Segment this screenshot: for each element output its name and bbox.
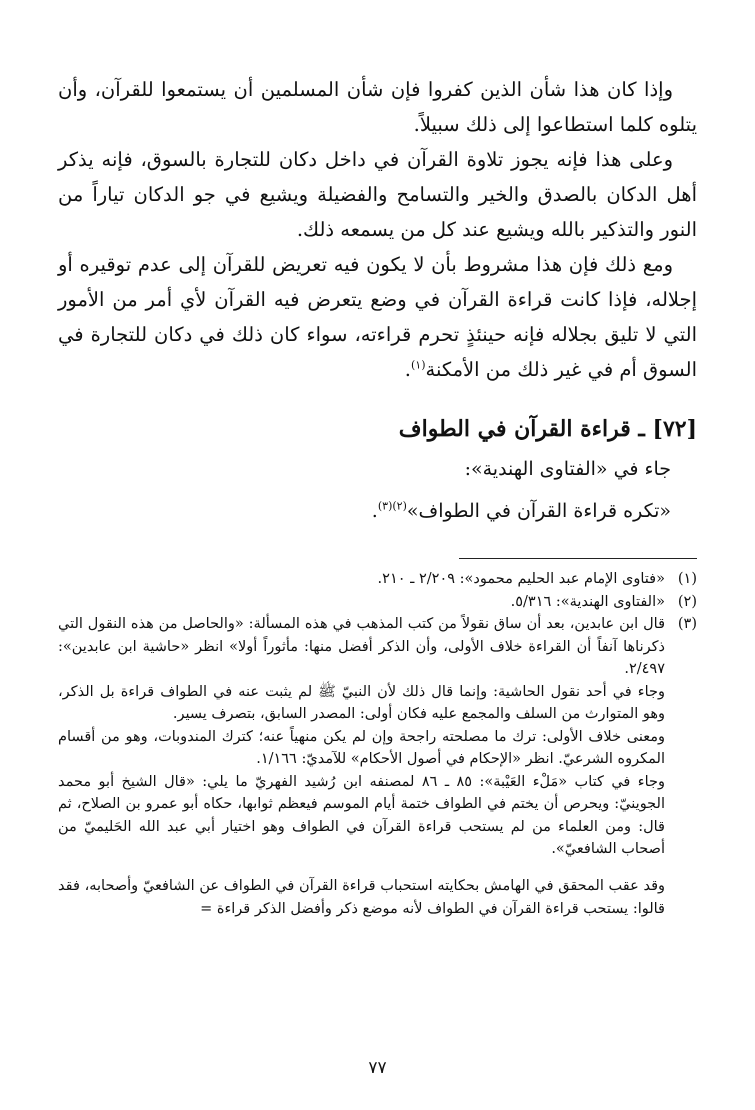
footnote-paragraph: ومعنى خلاف الأولى: ترك ما مصلحته راجحة وإن لم يكن منهياً عنه؛ كترك المندوبات، وهو من أقسام المكروه الشرعيّ. انظر «الإحكام في أصول الأحكام» للآمديّ: ١/١٦٦.: [58, 728, 665, 767]
footnote-1: [58, 568, 697, 591]
footnote-ref-2-3: (٢)(٣): [377, 499, 407, 513]
footnote-3-body: [58, 613, 665, 861]
footnote-2: [58, 591, 697, 614]
paragraph-3: [58, 247, 697, 387]
paragraph-3-end: .: [404, 358, 411, 381]
footnote-ref-1: (١): [410, 358, 426, 372]
footnote-text: «فتاوى الإمام عبد الحليم محمود»: ٢/٢٠٩ ـ ٢١٠.: [377, 571, 665, 587]
footnote-3: [58, 613, 697, 861]
footnote-paragraph: وجاء في كتاب «مَلْء العَيْبة»: ٨٥ ـ ٨٦ لمصنفه ابن رُشيد الفهريّ ما يلي: «قال الشيخ أبو محمد الجوينيّ: ويحرص أن يختم في الطواف ختمة أيام الموسم فيعظم ثوابها، حكاه أبو عمرو بن الصلاح، ثم قال: ومن العلماء من لم يستحب قراءة القرآن في الطواف وهو اختيار أبي عبد الله الحَليميّ من أصحاب الشافعيّ».: [58, 773, 665, 857]
section-intro: جاء في «الفتاوى الهندية»:: [464, 458, 671, 480]
footnote-continuation: وقد عقب المحقق في الهامش بحكايته استحباب قراءة القرآن في الطواف عن الشافعيّ وأصحابه، فقد قالوا: يستحب قراءة القرآن في الطواف لأنه موضع ذكر وأفضل الذكر قراءة =: [58, 878, 665, 917]
footnote-divider: [459, 558, 697, 559]
quote-end: .: [371, 500, 378, 522]
section-quote: [372, 500, 671, 522]
footnote-number: (٢): [677, 593, 697, 610]
paragraph-3-text: ومع ذلك فإن هذا مشروط بأن لا يكون فيه تعريض للقرآن إلى عدم توقيره أو إجلاله، فإذا كانت قراءة القرآن في وضع يتعرض فيه القرآن لأي أمر من الأمور التي لا تليق بجلاله فإنه حينئذٍ تحرم قراءته، سواء كان ذلك في دكان للتجارة في السوق أم في غير ذلك من الأمكنة: [58, 253, 697, 381]
paragraph-1: وإذا كان هذا شأن الذين كفروا فإن شأن المسلمين أن يستمعوا للقرآن، وأن يتلوه كلما استطاعوا إلى ذلك سبيلاً.: [58, 78, 697, 136]
section-heading: [٧٢] ـ قراءة القرآن في الطواف: [398, 416, 697, 442]
paragraph-2: وعلى هذا فإنه يجوز تلاوة القرآن في داخل دكان للتجارة بالسوق، فإنه يذكر أهل الدكان بالصدق والخير والتسامح والفضيلة ويشيع في جو الدكان تياراً من النور والتذكير بالله ويشيع عند كل من يسمعه ذلك.: [58, 148, 697, 241]
main-text: [58, 72, 697, 387]
footnote-number: (١): [677, 571, 697, 587]
footnotes: [58, 568, 697, 935]
quote-text: «تكره قراءة القرآن في الطواف»: [406, 500, 671, 522]
footnote-paragraph: قال ابن عابدين، بعد أن ساق نقولاً من كتب المذهب في هذه المسألة: «والحاصل من هذه النقول التي ذكرناها آنفاً أن القراءة خلاف الأولى، وأن الذكر أفضل منها: مأثوراً أولا» انظر «حاشية ابن عابدين»: ٢/٤٩٧.: [58, 616, 665, 677]
footnote-number: (٣): [677, 616, 697, 632]
page-number: ٧٧: [368, 1058, 387, 1078]
footnote-text: «الفتاوى الهندية»: ٥/٣١٦.: [510, 593, 665, 610]
footnote-paragraph: وجاء في أحد نقول الحاشية: وإنما قال ذلك لأن النبيّ ﷺ لم يثبت عنه في الطواف قراءة بل الذكر، وهو المتوارث من السلف والمجمع عليه فكان أولى: المصدر السابق، بتصرف يسير.: [58, 683, 665, 722]
